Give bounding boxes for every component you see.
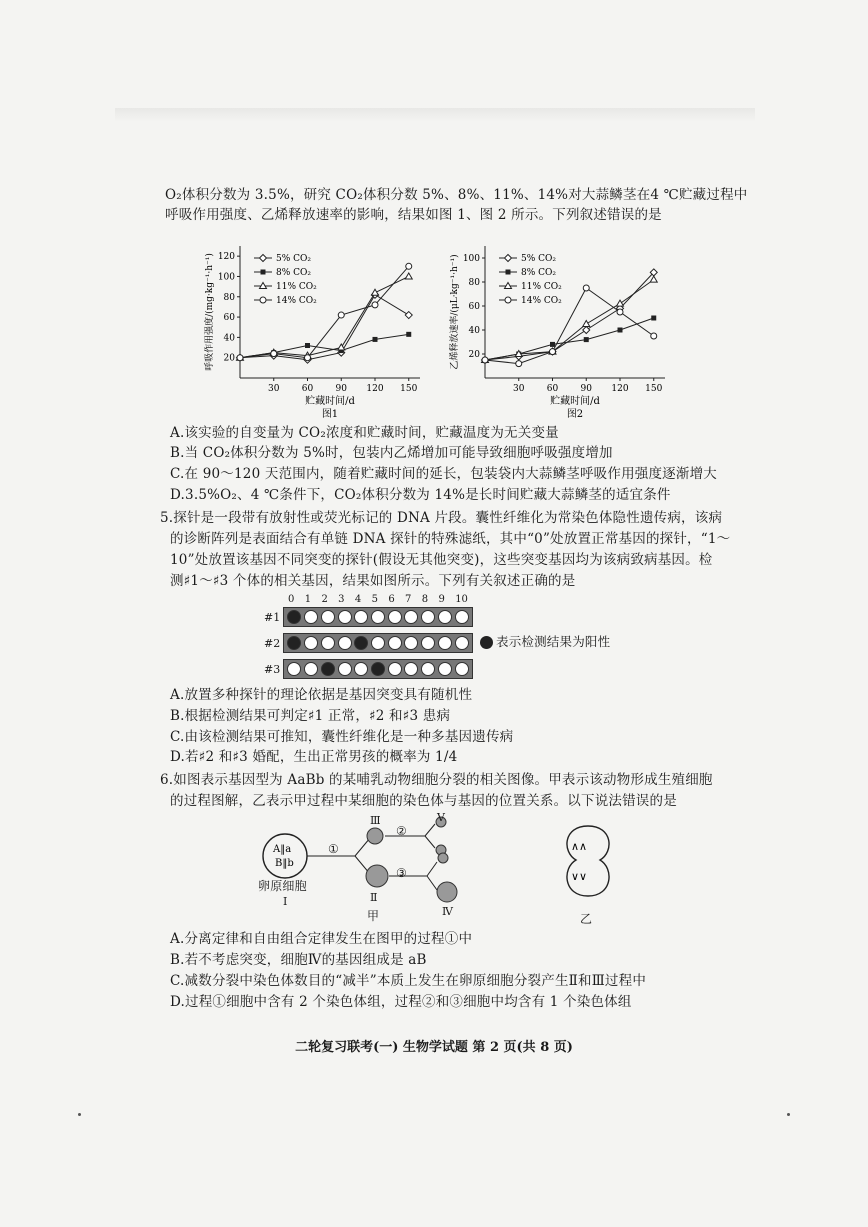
y-tick-label: 120 [217, 252, 235, 263]
probe-spot [455, 636, 469, 650]
y-tick-label: 20 [468, 350, 480, 360]
svg-text:∨∨: ∨∨ [571, 870, 588, 883]
series-line [485, 318, 654, 360]
q4-option-b: B.当 CO₂体积分数为 5%时，包装内乙烯增加可能导致细胞呼吸强度增加 [170, 445, 613, 461]
y-axis-label: 乙烯释放速率/(μL·kg⁻¹·h⁻¹) [450, 254, 460, 370]
probe-number: 9 [438, 594, 445, 605]
probe-row-2 [283, 633, 473, 653]
probe-spot [354, 610, 368, 624]
q4-option-d: D.3.5%O₂、4 ℃条件下，CO₂体积分数为 14%是长时间贮藏大蒜鳞茎的适宜条件 [170, 487, 671, 503]
svg-text:A‖a: A‖a [273, 844, 292, 855]
probe-row-3 [283, 659, 473, 679]
probe-spot [338, 610, 352, 624]
data-point [584, 337, 589, 342]
probe-spot [338, 662, 352, 676]
q4-option-a: A.该实验的自变量为 CO₂浓度和贮藏时间，贮藏温度为无关变量 [170, 425, 559, 441]
legend-label: 8% CO₂ [276, 268, 312, 278]
y-tick-label: 40 [468, 326, 480, 336]
probe-spot [371, 636, 385, 650]
x-tick-label: 150 [400, 384, 418, 394]
probe-spot [421, 662, 435, 676]
intro-line-2: 呼吸作用强度、乙烯释放速率的影响，结果如图 1、图 2 所示。下列叙述错误的是 [165, 207, 662, 223]
y-tick-label: 80 [223, 292, 235, 303]
x-tick-label: 60 [301, 384, 314, 394]
probe-spot [388, 662, 402, 676]
data-point [550, 342, 555, 347]
data-point [372, 289, 379, 295]
x-tick-label: 60 [546, 384, 559, 394]
q5-option-c: C.由该检测结果可推知，囊性纤维化是一种多基因遗传病 [170, 729, 514, 745]
scan-shadow [115, 108, 755, 122]
probe-spot [321, 636, 335, 650]
step-2-label: ② [396, 824, 407, 838]
probe-spot [404, 636, 418, 650]
probe-spot [338, 636, 352, 650]
q6-option-b: B.若不考虑突变，细胞Ⅳ的基因组成是 aB [170, 952, 427, 968]
data-point [372, 302, 378, 308]
legend-marker [260, 297, 266, 303]
data-point [583, 327, 590, 334]
legend-label: 14% CO₂ [521, 296, 562, 306]
legend-marker [260, 255, 267, 262]
probe-number: 7 [405, 594, 412, 605]
legend-label: 11% CO₂ [276, 282, 317, 292]
chart-figure-2 [445, 238, 675, 418]
probe-legend: 表示检测结果为阳性 [496, 634, 611, 649]
probe-spot [404, 662, 418, 676]
chart-figure-1 [200, 238, 430, 418]
probe-spot [388, 610, 402, 624]
data-point [583, 321, 590, 327]
row-label-3: #3 [264, 663, 281, 676]
chart-title: 图2 [566, 409, 584, 418]
q5-line-1: 5.探针是一段带有放射性或荧光标记的 DNA 片段。囊性纤维化为常染色体隐性遗传病，该病 [160, 510, 723, 526]
probe-number: 0 [288, 594, 295, 605]
data-point [406, 332, 411, 337]
probe-spot [438, 636, 452, 650]
probe-spot [354, 662, 368, 676]
probe-spot [421, 636, 435, 650]
label-jia: 甲 [367, 909, 380, 923]
step-3-label: ③ [396, 866, 407, 880]
probe-spot [438, 662, 452, 676]
data-point [617, 300, 624, 306]
label-yi: 乙 [580, 912, 593, 926]
data-point [406, 263, 412, 269]
y-axis-label: 呼吸作用强度/(mg·kg⁻¹·h⁻¹) [205, 253, 215, 371]
page-footer: 二轮复习联考(一) 生物学试题 第 2 页(共 8 页) [295, 1040, 573, 1055]
y-tick-label: 100 [462, 254, 480, 264]
y-tick-label: 60 [468, 302, 480, 312]
probe-number: 2 [321, 594, 328, 605]
roman-i: Ⅰ [283, 895, 288, 908]
data-point [373, 337, 378, 342]
data-point [305, 343, 310, 348]
probe-spot [304, 636, 318, 650]
data-point [338, 312, 344, 318]
probe-spot [371, 610, 385, 624]
probe-spot [321, 610, 335, 624]
probe-spot [321, 662, 335, 676]
y-tick-label: 20 [223, 353, 235, 364]
roman-iv: Ⅳ [442, 905, 454, 918]
q4-option-c: C.在 90～120 天范围内，随着贮藏时间的延长，包装袋内大蒜鳞茎呼吸作用强度逐渐增大 [170, 466, 717, 482]
q5-line-3: 10”处放置该基因不同突变的探针(假设无其他突变)，这些突变基因均为该病致病基因。检 [170, 552, 713, 568]
probe-spot [287, 662, 301, 676]
data-point [482, 357, 488, 363]
series-line [240, 266, 409, 357]
x-tick-label: 120 [611, 384, 629, 394]
q5-option-d: D.若♯2 和♯3 婚配，生出正常男孩的概率为 1/4 [170, 749, 458, 765]
series-line [240, 295, 409, 360]
legend-marker [505, 255, 512, 262]
data-point [618, 328, 623, 333]
scan-speck [78, 1113, 81, 1116]
data-point [237, 355, 243, 361]
x-tick-label: 90 [580, 384, 592, 394]
probe-spot [438, 610, 452, 624]
q5-line-2: 的诊断阵列是表面结合有单链 DNA 探针的特殊滤纸，其中“0”处放置正常基因的探针，“1～ [170, 531, 731, 547]
x-axis-label: 贮藏时间/d [550, 396, 600, 407]
probe-spot [455, 610, 469, 624]
data-point [338, 344, 345, 350]
q5-line-4: 测♯1～♯3 个体的相关基因，结果如图所示。下列有关叙述正确的是 [170, 573, 576, 589]
probe-number: 6 [388, 594, 395, 605]
cell-diagram-yi [558, 822, 618, 902]
row-label-2: #2 [264, 637, 281, 650]
svg-text:∧∧: ∧∧ [571, 840, 588, 853]
legend-label: 5% CO₂ [276, 254, 312, 264]
probe-spot [371, 662, 385, 676]
x-tick-label: 90 [335, 384, 347, 394]
legend-marker [506, 270, 511, 275]
q6-option-a: A.分离定律和自由组合定律发生在图甲的过程①中 [170, 931, 473, 947]
roman-ii: Ⅱ [370, 891, 378, 904]
data-point [305, 355, 311, 361]
legend-label: 14% CO₂ [276, 296, 317, 306]
probe-number: 8 [421, 594, 429, 605]
data-point [405, 273, 412, 279]
q5-option-a: A.放置多种探针的理论依据是基因突变具有随机性 [170, 687, 473, 703]
step-1-label: ① [328, 842, 339, 856]
data-point [651, 333, 657, 339]
probe-number: 3 [338, 594, 345, 605]
legend-marker [261, 270, 266, 275]
data-point [271, 351, 277, 357]
legend-label: 5% CO₂ [521, 254, 557, 264]
legend-label: 8% CO₂ [521, 268, 557, 278]
probe-number: 1 [304, 594, 312, 605]
positive-dot-icon [480, 636, 493, 649]
data-point [583, 285, 589, 291]
probe-spot [304, 662, 318, 676]
data-point [650, 276, 657, 282]
q6-line-1: 6.如图表示基因型为 AaBb 的某哺乳动物细胞分裂的相关图像。甲表示该动物形成生殖细胞 [160, 772, 713, 788]
roman-v: Ⅴ [437, 811, 446, 824]
x-tick-label: 30 [513, 384, 525, 394]
probe-spot [354, 636, 368, 650]
probe-row-1 [283, 607, 473, 627]
scan-speck [787, 1113, 790, 1116]
row-label-1: #1 [264, 611, 281, 624]
probe-spot [287, 610, 301, 624]
probe-number: 10 [455, 594, 468, 605]
data-point [651, 316, 656, 321]
roman-iii: Ⅲ [370, 814, 381, 827]
probe-number: 4 [354, 594, 362, 605]
x-tick-label: 30 [268, 384, 280, 394]
legend-label: 11% CO₂ [521, 282, 562, 292]
x-tick-label: 150 [645, 384, 663, 394]
probe-spot [455, 662, 469, 676]
y-tick-label: 80 [468, 278, 480, 288]
q5-option-b: B.根据检测结果可判定♯1 正常，♯2 和♯3 患病 [170, 708, 451, 724]
probe-number-row [288, 594, 468, 605]
probe-spot [404, 610, 418, 624]
chart-title: 图1 [321, 409, 339, 418]
probe-number: 5 [371, 594, 378, 605]
y-tick-label: 100 [217, 272, 235, 283]
probe-spot [421, 610, 435, 624]
probe-spot [287, 636, 301, 650]
q6-option-c: C.减数分裂中染色体数目的“减半”本质上发生在卵原细胞分裂产生Ⅱ和Ⅲ过程中 [170, 973, 647, 989]
x-axis-label: 贮藏时间/d [305, 396, 355, 407]
probe-spot [388, 636, 402, 650]
probe-spot [304, 610, 318, 624]
intro-line-1: O₂体积分数为 3.5%，研究 CO₂体积分数 5%、8%、11%、14%对大蒜鳞茎在4 ℃贮藏过程中 [165, 187, 748, 203]
oogonium-label: 卵原细胞 [258, 879, 307, 893]
y-tick-label: 40 [223, 333, 235, 344]
legend-marker [505, 297, 511, 303]
svg-text:B‖b: B‖b [275, 858, 294, 869]
y-tick-label: 60 [223, 313, 235, 324]
data-point [550, 349, 556, 355]
data-point [516, 361, 522, 367]
data-point [617, 309, 623, 315]
q6-line-2: 的过程图解，乙表示甲过程中某细胞的染色体与基因的位置关系。以下说法错误的是 [170, 793, 677, 809]
data-point [405, 312, 412, 319]
q6-option-d: D.过程①细胞中含有 2 个染色体组，过程②和③细胞中均含有 1 个染色体组 [170, 994, 632, 1010]
x-tick-label: 120 [366, 384, 384, 394]
